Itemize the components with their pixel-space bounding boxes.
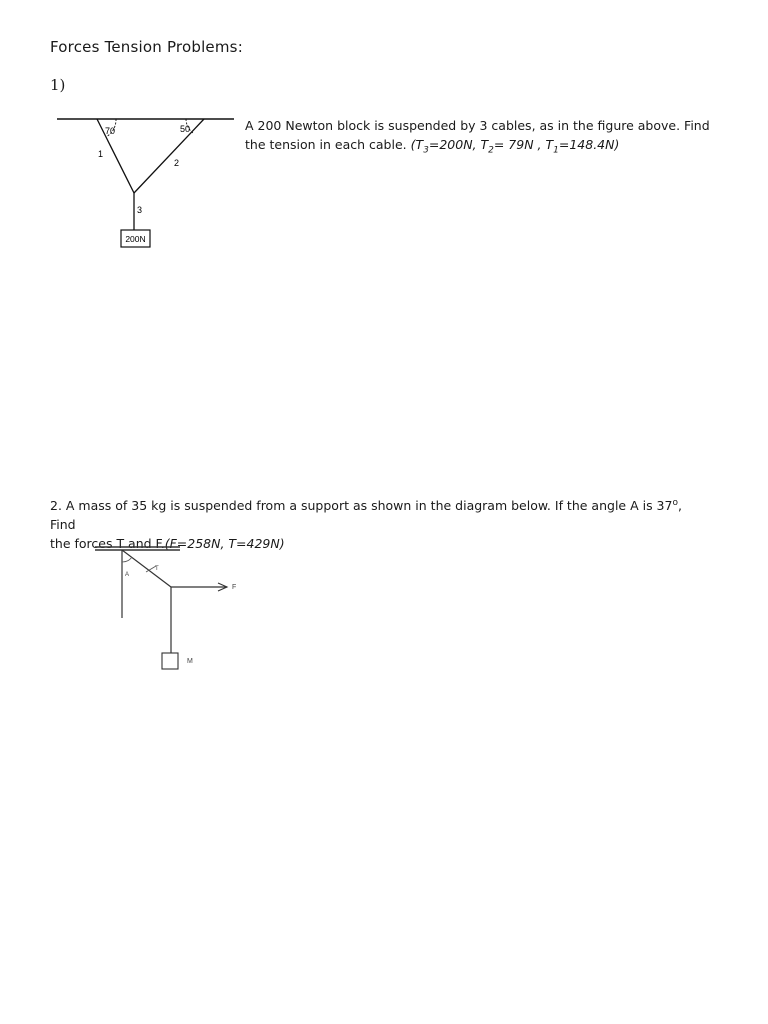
page-title: Forces Tension Problems: [50,38,243,56]
cable-2-label: 2 [174,158,180,168]
question-1-number: 1) [50,76,66,94]
question-1-body: A 200 Newton block is suspended by 3 cables, as in the figure above. Find the tension in each cable. [245,118,710,152]
question-2-answer: (F=258N, T=429N) [164,536,285,552]
angle-right-label: 50 [180,124,191,134]
cable-1-label: 1 [98,149,104,159]
mass-label: M [187,658,193,665]
figure-2-diagram [0,530,768,680]
question-1-answer: ($T_3=200N$, $T_2= 79N$ , $T_1=148.4N$) [410,137,620,156]
tension-cable [122,550,171,587]
cable-2 [134,119,204,193]
mass-block [162,653,178,669]
cable-3-label: 3 [137,205,143,215]
tension-label: T [155,566,159,572]
block-label: 200N [125,234,146,244]
question-1-text [245,116,715,161]
angle-a-arc [122,557,132,562]
force-label: F [232,584,237,591]
angle-left-label: 70 [105,126,116,136]
question-2-text: 2. A mass of 35 kg is suspended from a support as shown in the diagram below. If the angle A is 37$^o$, Find the forces T and F.(F=258N, T=429N) [50,498,682,552]
angle-a-label: A [125,572,130,578]
